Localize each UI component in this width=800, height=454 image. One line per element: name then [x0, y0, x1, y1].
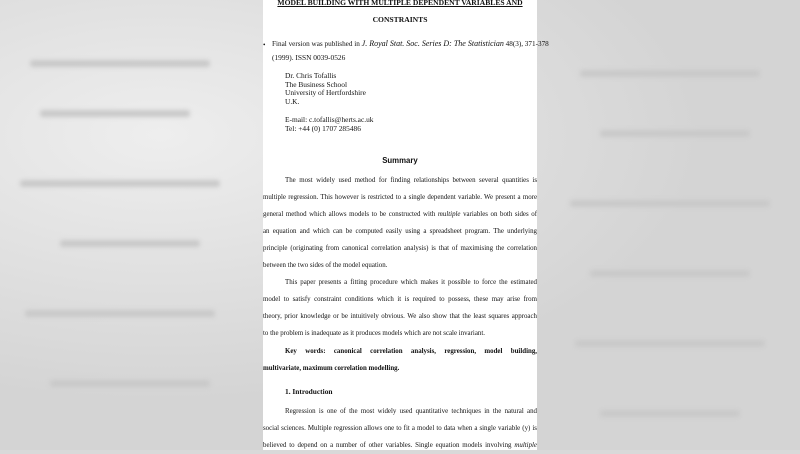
paper-page — [263, 0, 549, 450]
author-block — [285, 72, 366, 106]
intro-line: social sciences. Multiple regression allows one to fit a model to data when a single variable (y) is — [263, 425, 537, 432]
author-country: U.K. — [285, 96, 300, 106]
summary-p1-line: an equation and which can be computed easily using a spreadsheet program. The underlying — [263, 228, 537, 235]
pub-suffix: 48(3), 371-378 — [505, 40, 549, 48]
publication-issn: (1999). ISSN 0039-0526 — [272, 53, 346, 62]
summary-p1-line: The most widely used method for finding relationships between several quantities is — [285, 177, 537, 184]
summary-p1-line-3 — [263, 206, 537, 223]
introduction-paragraph — [263, 403, 537, 454]
author-university: University of Hertfordshire — [285, 88, 366, 97]
pub-prefix: Final version was published in — [272, 40, 360, 48]
summary-p2-line: to the problem is inadequate as it produces models which are not scale invariant. — [263, 330, 485, 337]
paper-title-line-2: CONSTRAINTS — [372, 15, 428, 24]
summary-heading: Summary — [382, 156, 418, 165]
contact-block — [285, 115, 374, 133]
publication-note — [272, 39, 549, 49]
summary-p1-line-3-head: general method which allows models to be constructed with — [263, 211, 438, 218]
bullet: • — [263, 41, 266, 49]
introduction-heading: 1. Introduction — [285, 387, 333, 396]
intro-line: Regression is one of the most widely used quantitative techniques in the natural and — [285, 408, 537, 415]
intro-italic-multiple: multiple — [514, 442, 537, 449]
summary-paragraph-2 — [263, 274, 537, 342]
summary-italic-multiple: multiple — [437, 211, 461, 218]
summary-p1-line: between the two sides of the model equation. — [263, 262, 388, 269]
pub-journal: J. Royal Stat. Soc. Series D: The Statistician — [361, 39, 504, 48]
summary-paragraph-1 — [263, 172, 537, 274]
author-email: E-mail: c.tofallis@herts.ac.uk — [285, 115, 374, 124]
keywords-line: multivariate, maximum correlation modelling. — [263, 365, 400, 372]
summary-p2-line: model to satisfy constraint conditions which it is required to possess, these may arise from — [263, 296, 537, 303]
paper-title-line-1: MODEL BUILDING WITH MULTIPLE DEPENDENT VARIABLES AND — [277, 0, 523, 7]
summary-p1-line: principle (originating from canonical correlation analysis) is that of maximising the correlation — [263, 245, 537, 252]
author-name: Dr. Chris Tofallis — [285, 71, 337, 80]
summary-p1-line: multiple regression. This however is restricted to a single dependent variable. We present a more — [263, 194, 537, 201]
author-tel: Tel: +44 (0) 1707 285486 — [285, 124, 361, 133]
keywords-line: Key words: canonical correlation analysis, regression, model building, — [285, 348, 537, 355]
keywords — [263, 343, 537, 377]
intro-line-3-head: believed to depend on a number of other variables. Single equation models involving — [263, 442, 515, 449]
summary-p2-line: theory, prior knowledge or be intuitively obvious. We also show that the least squares approach — [263, 313, 537, 320]
author-school: The Business School — [285, 79, 347, 89]
summary-p1-line-3-tail: variables on both sides of — [460, 211, 537, 218]
summary-p2-line: This paper presents a fitting procedure which makes it possible to force the estimated — [285, 279, 537, 286]
intro-line-3 — [263, 437, 537, 454]
